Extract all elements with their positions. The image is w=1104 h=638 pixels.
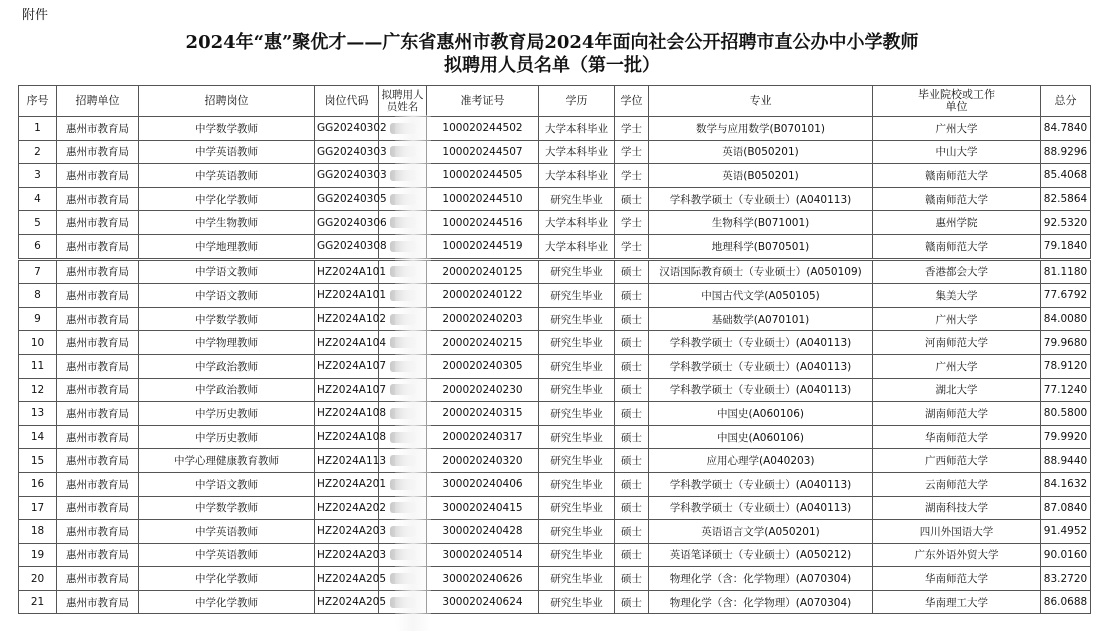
row-name — [379, 402, 427, 426]
row-unit: 惠州市教育局 — [57, 284, 139, 308]
row-education: 大学本科毕业 — [539, 211, 615, 235]
row-ticket: 200020240122 — [427, 284, 539, 308]
row-score: 78.9120 — [1041, 354, 1091, 378]
table-row — [19, 590, 1091, 614]
row-name — [379, 211, 427, 235]
row-degree: 硕士 — [615, 543, 649, 567]
header-unit: 招聘单位 — [57, 86, 139, 117]
row-school: 华南师范大学 — [873, 567, 1041, 591]
row-school: 广州大学 — [873, 117, 1041, 141]
redacted-name — [390, 314, 416, 325]
attachment-label: 附件 — [22, 8, 49, 23]
header-score: 总分 — [1041, 86, 1091, 117]
row-education: 研究生毕业 — [539, 187, 615, 211]
table-row — [19, 117, 1091, 141]
row-degree: 硕士 — [615, 378, 649, 402]
row-degree: 硕士 — [615, 590, 649, 614]
row-code: HZ2024A205 — [315, 567, 379, 591]
row-post: 中学英语教师 — [139, 520, 315, 544]
row-score: 83.2720 — [1041, 567, 1091, 591]
row-code: GG20240308 — [315, 234, 379, 259]
row-score: 77.1240 — [1041, 378, 1091, 402]
table-row — [19, 354, 1091, 378]
row-unit: 惠州市教育局 — [57, 164, 139, 188]
row-unit: 惠州市教育局 — [57, 449, 139, 473]
row-degree: 硕士 — [615, 284, 649, 308]
row-school: 云南师范大学 — [873, 472, 1041, 496]
row-name — [379, 140, 427, 164]
row-school: 湖南师范大学 — [873, 402, 1041, 426]
row-name — [379, 590, 427, 614]
row-no: 11 — [19, 354, 57, 378]
row-degree: 硕士 — [615, 567, 649, 591]
row-major: 基础数学(A070101) — [649, 307, 873, 331]
redacted-name — [390, 337, 416, 348]
row-code: HZ2024A104 — [315, 331, 379, 355]
row-code: GG20240302 — [315, 117, 379, 141]
row-major: 中国古代文学(A050105) — [649, 284, 873, 308]
row-education: 研究生毕业 — [539, 472, 615, 496]
row-name — [379, 234, 427, 259]
row-no: 5 — [19, 211, 57, 235]
row-code: HZ2024A108 — [315, 425, 379, 449]
row-no: 2 — [19, 140, 57, 164]
row-degree: 学士 — [615, 234, 649, 259]
row-degree: 硕士 — [615, 520, 649, 544]
row-post: 中学心理健康教育教师 — [139, 449, 315, 473]
row-no: 13 — [19, 402, 57, 426]
row-major: 物理化学（含：化学物理）(A070304) — [649, 590, 873, 614]
header-education: 学历 — [539, 86, 615, 117]
redacted-name — [390, 194, 416, 205]
row-no: 16 — [19, 472, 57, 496]
row-school: 华南师范大学 — [873, 425, 1041, 449]
row-major: 学科教学硕士（专业硕士）(A040113) — [649, 472, 873, 496]
row-ticket: 200020240315 — [427, 402, 539, 426]
row-no: 20 — [19, 567, 57, 591]
row-degree: 学士 — [615, 211, 649, 235]
row-major: 地理科学(B070501) — [649, 234, 873, 259]
row-post: 中学英语教师 — [139, 140, 315, 164]
redacted-name — [390, 573, 416, 584]
row-ticket: 200020240320 — [427, 449, 539, 473]
row-name — [379, 354, 427, 378]
row-score: 79.9920 — [1041, 425, 1091, 449]
row-score: 85.4068 — [1041, 164, 1091, 188]
row-score: 88.9296 — [1041, 140, 1091, 164]
row-major: 中国史(A060106) — [649, 402, 873, 426]
row-education: 研究生毕业 — [539, 354, 615, 378]
table-row — [19, 307, 1091, 331]
row-school: 四川外国语大学 — [873, 520, 1041, 544]
row-education: 研究生毕业 — [539, 567, 615, 591]
table-row — [19, 259, 1091, 284]
row-score: 81.1180 — [1041, 259, 1091, 284]
row-school: 赣南师范大学 — [873, 164, 1041, 188]
row-code: HZ2024A113 — [315, 449, 379, 473]
table-row — [19, 331, 1091, 355]
redacted-name — [390, 597, 416, 608]
row-major: 应用心理学(A040203) — [649, 449, 873, 473]
row-ticket: 100020244510 — [427, 187, 539, 211]
row-score: 82.5864 — [1041, 187, 1091, 211]
row-education: 研究生毕业 — [539, 496, 615, 520]
table-row — [19, 472, 1091, 496]
table-row — [19, 378, 1091, 402]
row-unit: 惠州市教育局 — [57, 472, 139, 496]
table-row — [19, 496, 1091, 520]
row-education: 研究生毕业 — [539, 402, 615, 426]
row-school: 集美大学 — [873, 284, 1041, 308]
row-ticket: 100020244502 — [427, 117, 539, 141]
row-ticket: 300020240624 — [427, 590, 539, 614]
redacted-name — [390, 217, 416, 228]
row-degree: 学士 — [615, 140, 649, 164]
row-school: 香港都会大学 — [873, 259, 1041, 284]
row-school: 惠州学院 — [873, 211, 1041, 235]
row-score: 84.7840 — [1041, 117, 1091, 141]
row-post: 中学语文教师 — [139, 259, 315, 284]
row-degree: 硕士 — [615, 187, 649, 211]
row-name — [379, 449, 427, 473]
header-ticket: 准考证号 — [427, 86, 539, 117]
row-school: 广州大学 — [873, 354, 1041, 378]
row-post: 中学语文教师 — [139, 472, 315, 496]
row-code: HZ2024A107 — [315, 378, 379, 402]
row-post: 中学政治教师 — [139, 354, 315, 378]
row-name — [379, 164, 427, 188]
table-header-row — [19, 86, 1091, 117]
row-score: 84.1632 — [1041, 472, 1091, 496]
row-code: GG20240306 — [315, 211, 379, 235]
row-score: 87.0840 — [1041, 496, 1091, 520]
row-post: 中学数学教师 — [139, 117, 315, 141]
row-unit: 惠州市教育局 — [57, 378, 139, 402]
row-code: HZ2024A101 — [315, 284, 379, 308]
row-unit: 惠州市教育局 — [57, 307, 139, 331]
row-education: 研究生毕业 — [539, 449, 615, 473]
row-education: 大学本科毕业 — [539, 140, 615, 164]
row-school: 华南理工大学 — [873, 590, 1041, 614]
table-row — [19, 234, 1091, 259]
table-row — [19, 425, 1091, 449]
row-post: 中学生物教师 — [139, 211, 315, 235]
row-ticket: 200020240317 — [427, 425, 539, 449]
row-no: 17 — [19, 496, 57, 520]
row-name — [379, 472, 427, 496]
row-no: 1 — [19, 117, 57, 141]
row-name — [379, 331, 427, 355]
row-score: 90.0160 — [1041, 543, 1091, 567]
table-row — [19, 187, 1091, 211]
row-score: 88.9440 — [1041, 449, 1091, 473]
row-major: 中国史(A060106) — [649, 425, 873, 449]
row-education: 研究生毕业 — [539, 284, 615, 308]
row-code: HZ2024A107 — [315, 354, 379, 378]
row-education: 大学本科毕业 — [539, 234, 615, 259]
row-no: 3 — [19, 164, 57, 188]
row-school: 赣南师范大学 — [873, 187, 1041, 211]
row-school: 中山大学 — [873, 140, 1041, 164]
row-score: 84.0080 — [1041, 307, 1091, 331]
row-unit: 惠州市教育局 — [57, 187, 139, 211]
row-post: 中学化学教师 — [139, 187, 315, 211]
row-major: 英语(B050201) — [649, 164, 873, 188]
row-score: 79.1840 — [1041, 234, 1091, 259]
row-ticket: 300020240415 — [427, 496, 539, 520]
row-score: 79.9680 — [1041, 331, 1091, 355]
table-row — [19, 164, 1091, 188]
row-name — [379, 259, 427, 284]
row-ticket: 200020240125 — [427, 259, 539, 284]
row-post: 中学数学教师 — [139, 496, 315, 520]
row-post: 中学历史教师 — [139, 402, 315, 426]
row-no: 7 — [19, 259, 57, 284]
row-no: 21 — [19, 590, 57, 614]
row-unit: 惠州市教育局 — [57, 425, 139, 449]
row-school: 湖南科技大学 — [873, 496, 1041, 520]
row-degree: 硕士 — [615, 472, 649, 496]
row-education: 研究生毕业 — [539, 307, 615, 331]
row-post: 中学化学教师 — [139, 567, 315, 591]
row-score: 77.6792 — [1041, 284, 1091, 308]
row-post: 中学政治教师 — [139, 378, 315, 402]
row-post: 中学语文教师 — [139, 284, 315, 308]
row-post: 中学地理教师 — [139, 234, 315, 259]
table-row — [19, 402, 1091, 426]
row-score: 92.5320 — [1041, 211, 1091, 235]
row-code: HZ2024A108 — [315, 402, 379, 426]
row-school: 广西师范大学 — [873, 449, 1041, 473]
table-row — [19, 520, 1091, 544]
table-row — [19, 284, 1091, 308]
row-ticket: 300020240428 — [427, 520, 539, 544]
row-code: HZ2024A203 — [315, 543, 379, 567]
row-name — [379, 117, 427, 141]
row-ticket: 300020240626 — [427, 567, 539, 591]
row-school: 湖北大学 — [873, 378, 1041, 402]
redacted-name — [390, 549, 416, 560]
row-degree: 硕士 — [615, 259, 649, 284]
redacted-name — [390, 123, 416, 134]
row-code: HZ2024A205 — [315, 590, 379, 614]
row-unit: 惠州市教育局 — [57, 140, 139, 164]
row-code: HZ2024A102 — [315, 307, 379, 331]
row-no: 15 — [19, 449, 57, 473]
row-education: 研究生毕业 — [539, 331, 615, 355]
row-post: 中学化学教师 — [139, 590, 315, 614]
row-ticket: 100020244516 — [427, 211, 539, 235]
row-degree: 学士 — [615, 164, 649, 188]
row-major: 学科教学硕士（专业硕士）(A040113) — [649, 496, 873, 520]
row-major: 学科教学硕士（专业硕士）(A040113) — [649, 378, 873, 402]
row-no: 9 — [19, 307, 57, 331]
redacted-name — [390, 432, 416, 443]
row-major: 学科教学硕士（专业硕士）(A040113) — [649, 331, 873, 355]
document-title: 2024年“惠”聚优才——广东省惠州市教育局2024年面向社会公开招聘市直公办中小学教师 — [185, 32, 919, 53]
row-major: 学科教学硕士（专业硕士）(A040113) — [649, 354, 873, 378]
row-major: 生物科学(B071001) — [649, 211, 873, 235]
header-no: 序号 — [19, 86, 57, 117]
row-unit: 惠州市教育局 — [57, 520, 139, 544]
row-post: 中学物理教师 — [139, 331, 315, 355]
row-code: HZ2024A203 — [315, 520, 379, 544]
row-major: 英语(B050201) — [649, 140, 873, 164]
header-major: 专业 — [649, 86, 873, 117]
row-degree: 硕士 — [615, 307, 649, 331]
row-code: GG20240303 — [315, 164, 379, 188]
row-no: 14 — [19, 425, 57, 449]
row-ticket: 200020240230 — [427, 378, 539, 402]
row-unit: 惠州市教育局 — [57, 234, 139, 259]
redacted-name — [390, 479, 416, 490]
row-ticket: 300020240514 — [427, 543, 539, 567]
row-name — [379, 520, 427, 544]
row-ticket: 100020244507 — [427, 140, 539, 164]
redacted-name — [390, 266, 416, 277]
row-degree: 硕士 — [615, 331, 649, 355]
redacted-name — [390, 455, 416, 466]
row-school: 河南师范大学 — [873, 331, 1041, 355]
header-post: 招聘岗位 — [139, 86, 315, 117]
row-school: 广东外语外贸大学 — [873, 543, 1041, 567]
row-education: 大学本科毕业 — [539, 164, 615, 188]
row-school: 广州大学 — [873, 307, 1041, 331]
row-ticket: 200020240203 — [427, 307, 539, 331]
row-code: GG20240303 — [315, 140, 379, 164]
row-name — [379, 543, 427, 567]
header-degree: 学位 — [615, 86, 649, 117]
row-no: 10 — [19, 331, 57, 355]
row-degree: 硕士 — [615, 496, 649, 520]
row-major: 物理化学（含：化学物理）(A070304) — [649, 567, 873, 591]
row-name — [379, 425, 427, 449]
header-code: 岗位代码 — [315, 86, 379, 117]
redacted-name — [390, 526, 416, 537]
redacted-name — [390, 290, 416, 301]
row-education: 研究生毕业 — [539, 259, 615, 284]
row-code: HZ2024A201 — [315, 472, 379, 496]
row-score: 80.5800 — [1041, 402, 1091, 426]
row-education: 研究生毕业 — [539, 378, 615, 402]
row-unit: 惠州市教育局 — [57, 259, 139, 284]
row-major: 学科教学硕士（专业硕士）(A040113) — [649, 187, 873, 211]
row-major: 英语语言文学(A050201) — [649, 520, 873, 544]
redacted-name — [390, 361, 416, 372]
row-no: 19 — [19, 543, 57, 567]
row-score: 86.0688 — [1041, 590, 1091, 614]
row-score: 91.4952 — [1041, 520, 1091, 544]
table-row — [19, 140, 1091, 164]
row-no: 12 — [19, 378, 57, 402]
row-unit: 惠州市教育局 — [57, 567, 139, 591]
row-post: 中学英语教师 — [139, 164, 315, 188]
row-name — [379, 284, 427, 308]
row-name — [379, 496, 427, 520]
header-name: 拟聘用人员姓名 — [379, 86, 427, 117]
redacted-name — [390, 384, 416, 395]
row-code: HZ2024A101 — [315, 259, 379, 284]
row-education: 大学本科毕业 — [539, 117, 615, 141]
row-unit: 惠州市教育局 — [57, 117, 139, 141]
row-code: GG20240305 — [315, 187, 379, 211]
row-ticket: 100020244519 — [427, 234, 539, 259]
row-no: 6 — [19, 234, 57, 259]
row-no: 8 — [19, 284, 57, 308]
table-row — [19, 211, 1091, 235]
redacted-name — [390, 502, 416, 513]
table-row — [19, 567, 1091, 591]
redacted-name — [390, 146, 416, 157]
row-unit: 惠州市教育局 — [57, 590, 139, 614]
row-major: 数学与应用数学(B070101) — [649, 117, 873, 141]
table-row — [19, 543, 1091, 567]
row-ticket: 300020240406 — [427, 472, 539, 496]
redacted-name — [390, 241, 416, 252]
row-unit: 惠州市教育局 — [57, 543, 139, 567]
row-degree: 硕士 — [615, 425, 649, 449]
row-post: 中学英语教师 — [139, 543, 315, 567]
row-education: 研究生毕业 — [539, 590, 615, 614]
header-school: 毕业院校或工作单位 — [873, 86, 1041, 117]
row-ticket: 100020244505 — [427, 164, 539, 188]
table-row — [19, 449, 1091, 473]
row-unit: 惠州市教育局 — [57, 402, 139, 426]
redacted-name — [390, 408, 416, 419]
row-ticket: 200020240305 — [427, 354, 539, 378]
row-degree: 硕士 — [615, 449, 649, 473]
row-education: 研究生毕业 — [539, 425, 615, 449]
row-unit: 惠州市教育局 — [57, 331, 139, 355]
row-unit: 惠州市教育局 — [57, 354, 139, 378]
row-code: HZ2024A202 — [315, 496, 379, 520]
row-name — [379, 307, 427, 331]
row-post: 中学历史教师 — [139, 425, 315, 449]
row-education: 研究生毕业 — [539, 543, 615, 567]
redacted-name — [390, 170, 416, 181]
row-name — [379, 187, 427, 211]
row-post: 中学数学教师 — [139, 307, 315, 331]
row-unit: 惠州市教育局 — [57, 211, 139, 235]
row-unit: 惠州市教育局 — [57, 496, 139, 520]
row-degree: 硕士 — [615, 402, 649, 426]
row-education: 研究生毕业 — [539, 520, 615, 544]
row-name — [379, 567, 427, 591]
document-subtitle: 拟聘用人员名单（第一批） — [444, 55, 660, 76]
row-major: 汉语国际教育硕士（专业硕士）(A050109) — [649, 259, 873, 284]
row-name — [379, 378, 427, 402]
row-degree: 硕士 — [615, 354, 649, 378]
row-major: 英语笔译硕士（专业硕士）(A050212) — [649, 543, 873, 567]
row-school: 赣南师范大学 — [873, 234, 1041, 259]
row-degree: 学士 — [615, 117, 649, 141]
row-ticket: 200020240215 — [427, 331, 539, 355]
row-no: 18 — [19, 520, 57, 544]
row-no: 4 — [19, 187, 57, 211]
candidate-table — [18, 85, 1091, 614]
